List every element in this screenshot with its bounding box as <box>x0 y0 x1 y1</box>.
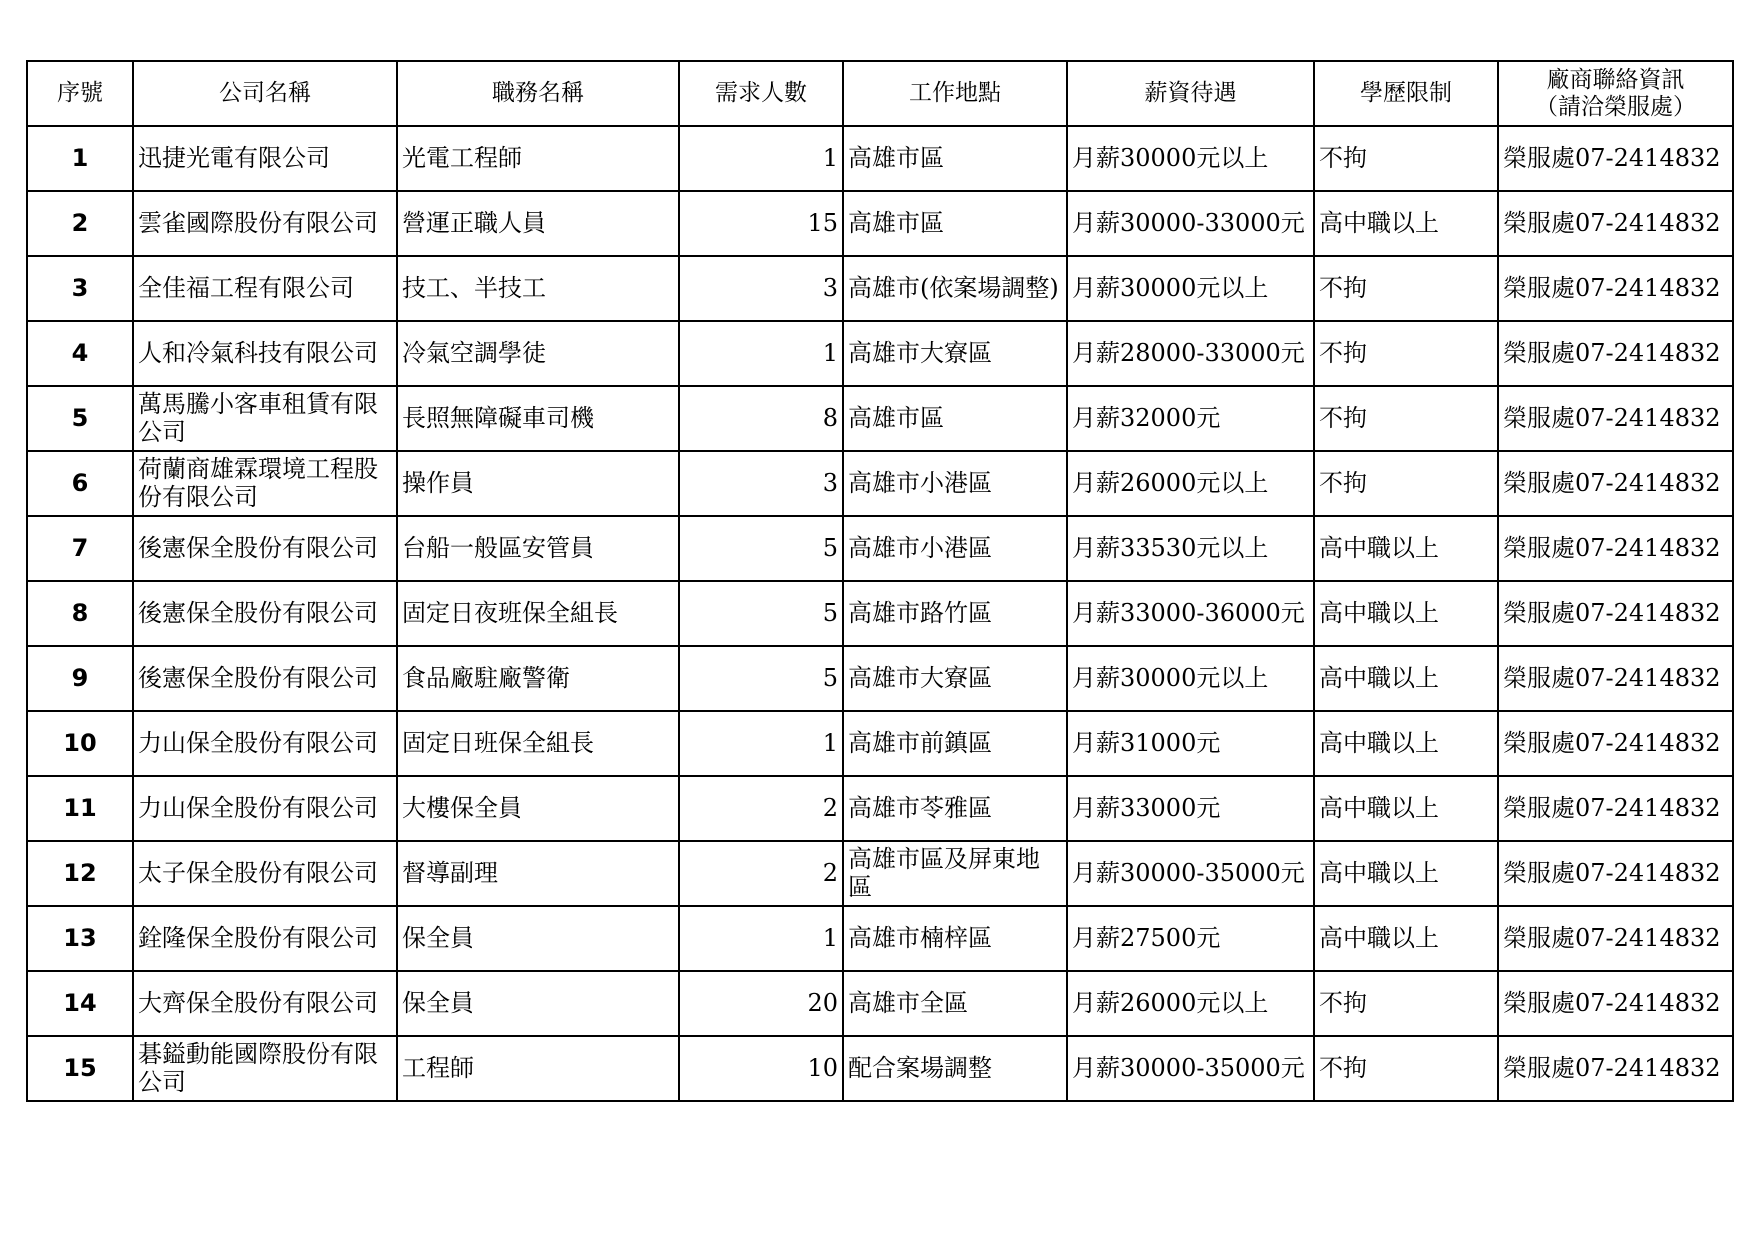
company-name: 碁鎰動能國際股份有限公司 <box>133 1036 397 1101</box>
headcount: 1 <box>679 906 843 971</box>
contact-info: 榮服處07-2414832 <box>1498 971 1733 1036</box>
row-number: 4 <box>27 321 133 386</box>
job-title: 食品廠駐廠警衛 <box>397 646 679 711</box>
work-location: 高雄市小港區 <box>843 451 1067 516</box>
contact-info: 榮服處07-2414832 <box>1498 646 1733 711</box>
table-row <box>27 646 1733 711</box>
company-name: 大齊保全股份有限公司 <box>133 971 397 1036</box>
education-requirement: 高中職以上 <box>1314 841 1498 906</box>
headcount: 10 <box>679 1036 843 1101</box>
education-requirement: 不拘 <box>1314 126 1498 191</box>
company-name: 全佳福工程有限公司 <box>133 256 397 321</box>
table-row <box>27 971 1733 1036</box>
job-title: 督導副理 <box>397 841 679 906</box>
header-company: 公司名稱 <box>133 61 397 126</box>
job-title: 冷氣空調學徒 <box>397 321 679 386</box>
job-title: 技工、半技工 <box>397 256 679 321</box>
job-title: 固定日夜班保全組長 <box>397 581 679 646</box>
contact-info: 榮服處07-2414832 <box>1498 516 1733 581</box>
contact-info: 榮服處07-2414832 <box>1498 126 1733 191</box>
row-number: 15 <box>27 1036 133 1101</box>
education-requirement: 不拘 <box>1314 386 1498 451</box>
work-location: 高雄市大寮區 <box>843 321 1067 386</box>
table-row <box>27 256 1733 321</box>
table-row <box>27 516 1733 581</box>
education-requirement: 高中職以上 <box>1314 191 1498 256</box>
table-row <box>27 191 1733 256</box>
table-row <box>27 841 1733 906</box>
header-salary: 薪資待遇 <box>1067 61 1314 126</box>
header-contact-line1: 廠商聯絡資訊 <box>1546 67 1685 94</box>
education-requirement: 不拘 <box>1314 451 1498 516</box>
company-name: 後憲保全股份有限公司 <box>133 646 397 711</box>
row-number: 12 <box>27 841 133 906</box>
job-title: 長照無障礙車司機 <box>397 386 679 451</box>
education-requirement: 不拘 <box>1314 256 1498 321</box>
salary: 月薪30000元以上 <box>1067 256 1314 321</box>
headcount: 1 <box>679 321 843 386</box>
education-requirement: 不拘 <box>1314 971 1498 1036</box>
job-listings-table <box>26 60 1734 1102</box>
job-title: 營運正職人員 <box>397 191 679 256</box>
job-title: 保全員 <box>397 971 679 1036</box>
header-count: 需求人數 <box>679 61 843 126</box>
row-number: 9 <box>27 646 133 711</box>
table-row <box>27 906 1733 971</box>
company-name: 銓隆保全股份有限公司 <box>133 906 397 971</box>
company-name: 太子保全股份有限公司 <box>133 841 397 906</box>
salary: 月薪30000元以上 <box>1067 126 1314 191</box>
header-contact-line2: （請洽榮服處） <box>1535 93 1696 120</box>
contact-info: 榮服處07-2414832 <box>1498 256 1733 321</box>
company-name: 荷蘭商雄霖環境工程股份有限公司 <box>133 451 397 516</box>
row-number: 13 <box>27 906 133 971</box>
contact-info: 榮服處07-2414832 <box>1498 711 1733 776</box>
salary: 月薪30000元以上 <box>1067 646 1314 711</box>
work-location: 高雄市區 <box>843 191 1067 256</box>
work-location: 高雄市(依案場調整) <box>843 256 1067 321</box>
header-location: 工作地點 <box>843 61 1067 126</box>
work-location: 配合案場調整 <box>843 1036 1067 1101</box>
company-name: 雲雀國際股份有限公司 <box>133 191 397 256</box>
row-number: 5 <box>27 386 133 451</box>
row-number: 11 <box>27 776 133 841</box>
education-requirement: 高中職以上 <box>1314 646 1498 711</box>
job-title: 固定日班保全組長 <box>397 711 679 776</box>
salary: 月薪30000-35000元 <box>1067 1036 1314 1101</box>
headcount: 2 <box>679 841 843 906</box>
salary: 月薪30000-33000元 <box>1067 191 1314 256</box>
salary: 月薪31000元 <box>1067 711 1314 776</box>
headcount: 8 <box>679 386 843 451</box>
table-row <box>27 1036 1733 1101</box>
job-title: 工程師 <box>397 1036 679 1101</box>
work-location: 高雄市苓雅區 <box>843 776 1067 841</box>
header-contact <box>1498 61 1733 126</box>
salary: 月薪30000-35000元 <box>1067 841 1314 906</box>
company-name: 萬馬騰小客車租賃有限公司 <box>133 386 397 451</box>
contact-info: 榮服處07-2414832 <box>1498 451 1733 516</box>
education-requirement: 不拘 <box>1314 321 1498 386</box>
headcount: 20 <box>679 971 843 1036</box>
work-location: 高雄市全區 <box>843 971 1067 1036</box>
row-number: 8 <box>27 581 133 646</box>
education-requirement: 高中職以上 <box>1314 776 1498 841</box>
contact-info: 榮服處07-2414832 <box>1498 906 1733 971</box>
work-location: 高雄市區及屏東地區 <box>843 841 1067 906</box>
headcount: 3 <box>679 451 843 516</box>
education-requirement: 高中職以上 <box>1314 581 1498 646</box>
education-requirement: 高中職以上 <box>1314 711 1498 776</box>
table-row <box>27 581 1733 646</box>
work-location: 高雄市路竹區 <box>843 581 1067 646</box>
education-requirement: 不拘 <box>1314 1036 1498 1101</box>
company-name: 人和冷氣科技有限公司 <box>133 321 397 386</box>
headcount: 3 <box>679 256 843 321</box>
row-number: 2 <box>27 191 133 256</box>
row-number: 3 <box>27 256 133 321</box>
contact-info: 榮服處07-2414832 <box>1498 1036 1733 1101</box>
work-location: 高雄市楠梓區 <box>843 906 1067 971</box>
work-location: 高雄市區 <box>843 126 1067 191</box>
row-number: 1 <box>27 126 133 191</box>
header-job: 職務名稱 <box>397 61 679 126</box>
salary: 月薪28000-33000元 <box>1067 321 1314 386</box>
table-row <box>27 321 1733 386</box>
contact-info: 榮服處07-2414832 <box>1498 581 1733 646</box>
table-header-row <box>27 61 1733 126</box>
table-row <box>27 126 1733 191</box>
company-name: 迅捷光電有限公司 <box>133 126 397 191</box>
company-name: 力山保全股份有限公司 <box>133 776 397 841</box>
education-requirement: 高中職以上 <box>1314 516 1498 581</box>
row-number: 10 <box>27 711 133 776</box>
contact-info: 榮服處07-2414832 <box>1498 776 1733 841</box>
header-education: 學歷限制 <box>1314 61 1498 126</box>
headcount: 2 <box>679 776 843 841</box>
work-location: 高雄市小港區 <box>843 516 1067 581</box>
row-number: 6 <box>27 451 133 516</box>
salary: 月薪33000元 <box>1067 776 1314 841</box>
work-location: 高雄市區 <box>843 386 1067 451</box>
headcount: 5 <box>679 646 843 711</box>
job-title: 操作員 <box>397 451 679 516</box>
contact-info: 榮服處07-2414832 <box>1498 386 1733 451</box>
table-row <box>27 386 1733 451</box>
job-title: 台船一般區安管員 <box>397 516 679 581</box>
row-number: 7 <box>27 516 133 581</box>
headcount: 1 <box>679 126 843 191</box>
table-row <box>27 776 1733 841</box>
job-title: 大樓保全員 <box>397 776 679 841</box>
table-row <box>27 711 1733 776</box>
work-location: 高雄市前鎮區 <box>843 711 1067 776</box>
salary: 月薪33000-36000元 <box>1067 581 1314 646</box>
contact-info: 榮服處07-2414832 <box>1498 191 1733 256</box>
salary: 月薪27500元 <box>1067 906 1314 971</box>
salary: 月薪26000元以上 <box>1067 971 1314 1036</box>
headcount: 5 <box>679 516 843 581</box>
table-row <box>27 451 1733 516</box>
contact-info: 榮服處07-2414832 <box>1498 321 1733 386</box>
education-requirement: 高中職以上 <box>1314 906 1498 971</box>
company-name: 後憲保全股份有限公司 <box>133 581 397 646</box>
salary: 月薪26000元以上 <box>1067 451 1314 516</box>
work-location: 高雄市大寮區 <box>843 646 1067 711</box>
header-no: 序號 <box>27 61 133 126</box>
headcount: 1 <box>679 711 843 776</box>
contact-info: 榮服處07-2414832 <box>1498 841 1733 906</box>
job-title: 光電工程師 <box>397 126 679 191</box>
table-body <box>27 126 1733 1101</box>
salary: 月薪32000元 <box>1067 386 1314 451</box>
row-number: 14 <box>27 971 133 1036</box>
company-name: 力山保全股份有限公司 <box>133 711 397 776</box>
headcount: 15 <box>679 191 843 256</box>
headcount: 5 <box>679 581 843 646</box>
job-title: 保全員 <box>397 906 679 971</box>
salary: 月薪33530元以上 <box>1067 516 1314 581</box>
company-name: 後憲保全股份有限公司 <box>133 516 397 581</box>
